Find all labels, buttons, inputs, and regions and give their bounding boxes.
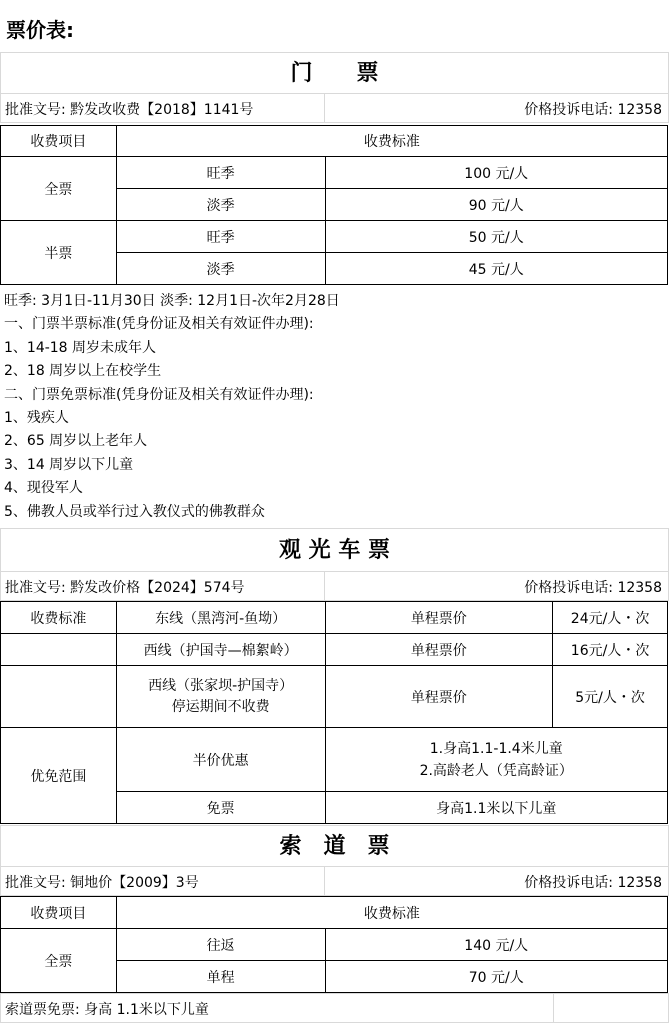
full-ticket-label: 全票 bbox=[1, 157, 117, 221]
trip-type-cell: 单程 bbox=[116, 961, 325, 993]
half-price-label: 半价优惠 bbox=[116, 728, 325, 792]
fare-cell: 5元/人・次 bbox=[553, 666, 668, 728]
cableway-complaint-hotline: 价格投诉电话: 12358 bbox=[524, 875, 662, 891]
table-row bbox=[1, 157, 668, 189]
sightseeing-complaint-hotline: 价格投诉电话: 12358 bbox=[524, 580, 662, 596]
table-row bbox=[1, 221, 668, 253]
table-row bbox=[1, 728, 668, 792]
fare-cell: 24元/人・次 bbox=[553, 602, 668, 634]
header-item: 收费项目 bbox=[1, 126, 117, 157]
price-cell: 45 元/人 bbox=[325, 253, 668, 285]
note-line: 3、14 周岁以下儿童 bbox=[4, 456, 134, 473]
admission-price-table bbox=[0, 125, 668, 285]
price-cell: 50 元/人 bbox=[325, 221, 668, 253]
table-row bbox=[1, 929, 668, 961]
price-cell: 70 元/人 bbox=[325, 961, 668, 993]
fare-cell: 16元/人・次 bbox=[553, 634, 668, 666]
free-ticket-criteria: 身高1.1米以下儿童 bbox=[325, 792, 668, 824]
cableway-free-note-row bbox=[0, 993, 669, 1023]
table-row bbox=[1, 634, 668, 666]
route-cell: 东线（黑湾河-鱼坳） bbox=[116, 602, 325, 634]
route-name: 西线（张家坝-护国寺） bbox=[148, 677, 294, 694]
header-standard: 收费标准 bbox=[116, 897, 667, 929]
note-line: 2、65 周岁以上老年人 bbox=[4, 433, 148, 450]
table-row bbox=[1, 897, 668, 929]
free-ticket-label: 免票 bbox=[116, 792, 325, 824]
criteria-line: 2.高龄老人（凭高龄证） bbox=[419, 762, 573, 779]
page-title: 票价表: bbox=[6, 18, 74, 42]
fare-type-cell: 单程票价 bbox=[325, 634, 553, 666]
route-cell: 西线（护国寺—棉絮岭） bbox=[116, 634, 325, 666]
note-line: 5、佛教人员或举行过入教仪式的佛教群众 bbox=[4, 503, 265, 520]
header-item: 收费项目 bbox=[1, 897, 117, 929]
sightseeing-price-table bbox=[0, 601, 668, 824]
trip-type-cell: 往返 bbox=[116, 929, 325, 961]
route-note: 停运期间不收费 bbox=[171, 698, 270, 715]
cableway-free-note: 索道票免票: 身高 1.1米以下儿童 bbox=[5, 1002, 209, 1018]
cableway-approval-number: 批准文号: 铜地价【2009】3号 bbox=[5, 875, 199, 891]
sightseeing-approval-number: 批准文号: 黔发改价格【2024】574号 bbox=[5, 580, 245, 596]
table-row bbox=[1, 126, 668, 157]
header-standard: 收费标准 bbox=[116, 126, 667, 157]
season-cell: 旺季 bbox=[116, 157, 325, 189]
half-price-criteria bbox=[325, 728, 668, 792]
season-cell: 淡季 bbox=[116, 253, 325, 285]
fare-type-cell: 单程票价 bbox=[325, 602, 553, 634]
sightseeing-approval-row bbox=[0, 571, 669, 601]
note-line: 一、门票半票标准(凭身份证及相关有效证件办理): bbox=[4, 316, 314, 333]
price-cell: 90 元/人 bbox=[325, 189, 668, 221]
half-ticket-label: 半票 bbox=[1, 221, 117, 285]
cableway-price-table bbox=[0, 896, 668, 993]
table-row bbox=[1, 602, 668, 634]
empty-cell bbox=[1, 634, 117, 666]
price-cell: 100 元/人 bbox=[325, 157, 668, 189]
standard-label: 收费标准 bbox=[1, 602, 117, 634]
note-line: 二、门票免票标准(凭身份证及相关有效证件办理): bbox=[4, 386, 314, 403]
admission-complaint-hotline: 价格投诉电话: 12358 bbox=[524, 102, 662, 118]
cableway-section-title: 索 道 票 bbox=[0, 825, 669, 867]
admission-section-title: 门 票 bbox=[0, 52, 669, 94]
note-line: 2、18 周岁以上在校学生 bbox=[4, 363, 162, 380]
note-line: 1、14-18 周岁未成年人 bbox=[4, 339, 157, 356]
note-line: 4、现役军人 bbox=[4, 480, 83, 497]
season-cell: 旺季 bbox=[116, 221, 325, 253]
note-line: 1、残疾人 bbox=[4, 410, 69, 427]
route-cell bbox=[116, 666, 325, 728]
admission-approval-number: 批准文号: 黔发改收费【2018】1141号 bbox=[5, 102, 254, 118]
admission-approval-row bbox=[0, 93, 669, 123]
fare-type-cell: 单程票价 bbox=[325, 666, 553, 728]
season-cell: 淡季 bbox=[116, 189, 325, 221]
full-ticket-label: 全票 bbox=[1, 929, 117, 993]
empty-cell bbox=[1, 666, 117, 728]
sightseeing-section-title: 观 光 车 票 bbox=[0, 528, 669, 572]
criteria-line: 1.身高1.1-1.4米儿童 bbox=[429, 740, 563, 757]
note-line: 旺季: 3月1日-11月30日 淡季: 12月1日-次年2月28日 bbox=[4, 293, 340, 309]
price-cell: 140 元/人 bbox=[325, 929, 668, 961]
cableway-approval-row bbox=[0, 866, 669, 896]
admission-notes bbox=[4, 290, 340, 524]
discount-scope-label: 优免范围 bbox=[1, 728, 117, 824]
table-row bbox=[1, 666, 668, 728]
